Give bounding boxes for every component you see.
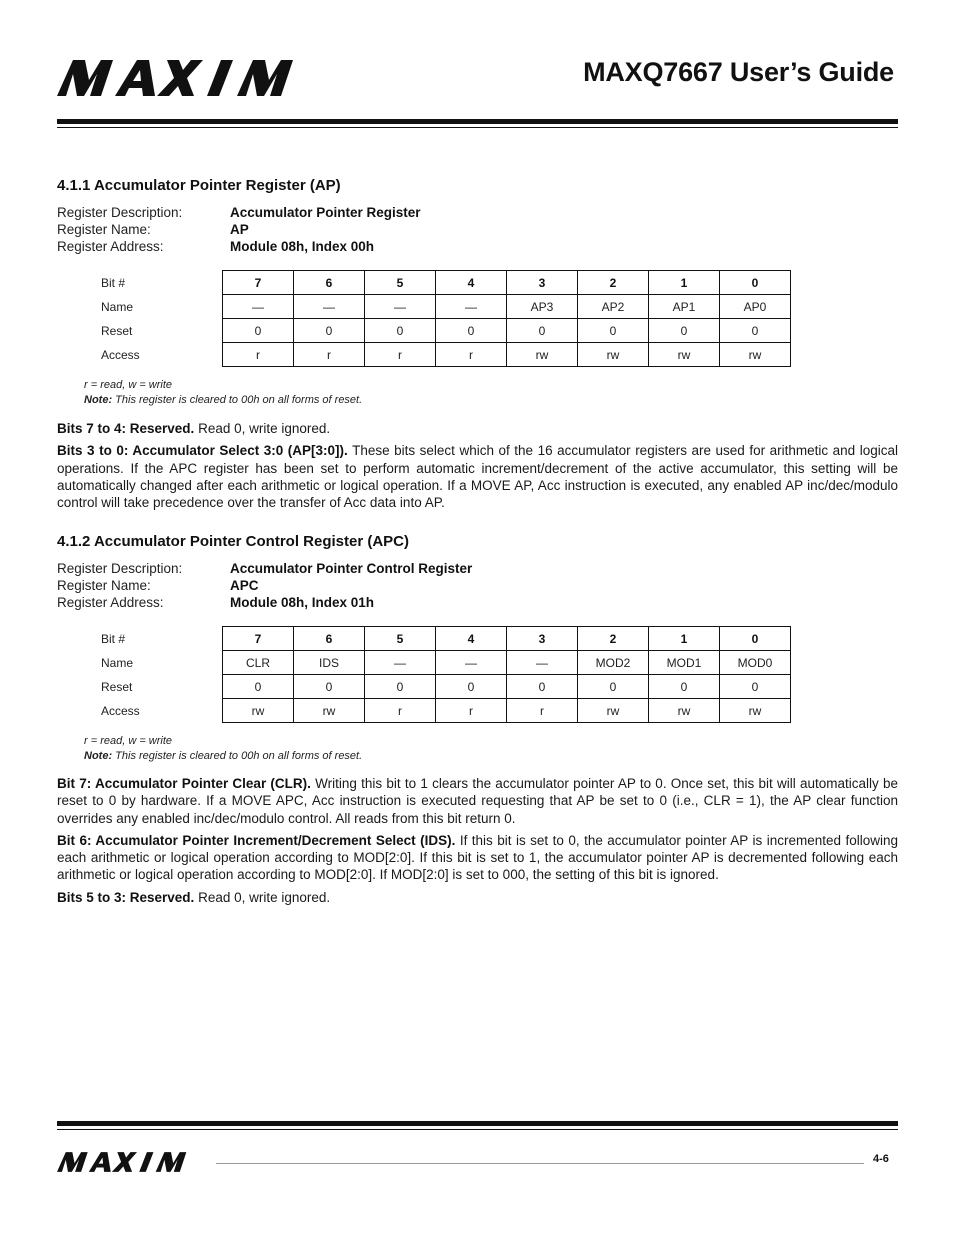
meta-value: APC — [230, 578, 259, 593]
table-cell: r — [223, 343, 294, 367]
table-cell: 2 — [578, 271, 649, 295]
note-line — [84, 393, 898, 408]
register-meta — [57, 204, 898, 255]
table-cell: rw — [649, 343, 720, 367]
table-cell: 4 — [436, 271, 507, 295]
table-cell: r — [294, 343, 365, 367]
table-cell: rw — [507, 343, 578, 367]
header-rule-thin — [57, 127, 898, 128]
bit-text: Read 0, write ignored. — [194, 421, 331, 436]
row-label: Bit # — [101, 631, 126, 646]
meta-label: Register Name: — [57, 222, 151, 237]
meta-row-name — [57, 577, 898, 594]
bit-text: If this bit is set to 0, the accumulator pointer AP is incremented following each arithmetic or logical operation according to MOD[2:0]. If this bit is set to 1, the accumulator pointer AP is decremented following each arithmetic or logical operation according to MOD[2:0]. If MOD[2:0] is set to 000, the setting of this bit is ignored. — [57, 832, 898, 883]
table-cell: 6 — [294, 271, 365, 295]
meta-value: Accumulator Pointer Register — [230, 205, 421, 220]
table-cell: rw — [578, 343, 649, 367]
table-cell: — — [223, 295, 294, 319]
bit-description — [57, 889, 898, 906]
table-cell: 5 — [365, 271, 436, 295]
table-cell: rw — [720, 343, 791, 367]
table-cell: — — [365, 651, 436, 675]
table-row — [80, 271, 791, 295]
table-cell: 0 — [223, 675, 294, 699]
table-cell: 0 — [436, 319, 507, 343]
note-text: This register is cleared to 00h on all forms of reset. — [115, 394, 363, 406]
table-cell: 0 — [720, 319, 791, 343]
table-cell: — — [365, 295, 436, 319]
row-label: Reset — [101, 679, 133, 694]
table-cell: 0 — [649, 319, 720, 343]
table-cell: 0 — [436, 675, 507, 699]
table-cell: 0 — [294, 675, 365, 699]
bit-description — [57, 420, 898, 437]
table-row — [80, 699, 791, 723]
table-cell: r — [436, 699, 507, 723]
table-cell: 0 — [223, 319, 294, 343]
section-apc — [57, 533, 898, 906]
table-cell: 0 — [649, 675, 720, 699]
bit-title: Bit 7: Accumulator Pointer Clear (CLR). — [57, 776, 311, 791]
footer-divider — [216, 1163, 864, 1164]
table-cell: rw — [649, 699, 720, 723]
table-cell: AP2 — [578, 295, 649, 319]
note-text: This register is cleared to 00h on all forms of reset. — [115, 750, 363, 762]
table-cell: MOD2 — [578, 651, 649, 675]
bit-text: Writing this bit to 1 clears the accumulator pointer AP to 0. Once set, this bit will automatically be reset to 0 by hardware. If a MOVE APC, Acc instruction is executed requesting that AP be set to 0 (i.e., CLR = 1), the AP clear function overrides any enabled inc/dec/modulo control. All reads from this bit return 0. — [57, 776, 898, 826]
section-heading: 4.1.2 Accumulator Pointer Control Register (APC) — [57, 533, 410, 550]
row-label: Bit # — [101, 275, 126, 290]
table-row — [80, 319, 791, 343]
table-cell: 0 — [365, 675, 436, 699]
bit-title: Bit 6: Accumulator Pointer Increment/Decrement Select (IDS). — [57, 832, 456, 848]
table-cell: 0 — [720, 271, 791, 295]
table-cell: AP1 — [649, 295, 720, 319]
table-cell: 6 — [294, 627, 365, 651]
header-rule — [57, 119, 898, 124]
table-cell: r — [436, 343, 507, 367]
meta-row-address — [57, 594, 898, 611]
maxim-logo — [57, 60, 327, 96]
legend-text: r = read, w = write — [84, 735, 173, 747]
meta-value: AP — [230, 222, 249, 237]
table-cell: AP0 — [720, 295, 791, 319]
document-title: MAXQ7667 User’s Guide — [583, 57, 894, 87]
legend-text: r = read, w = write — [84, 379, 173, 391]
table-cell: 1 — [649, 271, 720, 295]
note-label: Note: — [84, 394, 113, 406]
table-row — [80, 651, 791, 675]
table-cell: 1 — [649, 627, 720, 651]
table-cell: 3 — [507, 627, 578, 651]
table-cell: 0 — [720, 675, 791, 699]
meta-label: Register Description: — [57, 561, 183, 576]
table-cell: rw — [578, 699, 649, 723]
meta-label: Register Description: — [57, 205, 183, 220]
table-cell: rw — [223, 699, 294, 723]
table-cell: 0 — [578, 675, 649, 699]
table-cell: AP3 — [507, 295, 578, 319]
table-cell: — — [507, 651, 578, 675]
row-label: Name — [101, 299, 134, 314]
meta-value: Module 08h, Index 01h — [230, 595, 375, 610]
table-cell: — — [436, 295, 507, 319]
bit-title: Bits 7 to 4: Reserved. — [57, 421, 195, 436]
row-label: Access — [101, 703, 140, 718]
table-cell: MOD0 — [720, 651, 791, 675]
meta-row-description — [57, 560, 898, 577]
table-legend — [84, 378, 898, 408]
table-cell: CLR — [223, 651, 294, 675]
table-cell: MOD1 — [649, 651, 720, 675]
meta-row-description — [57, 204, 898, 221]
table-cell: r — [365, 343, 436, 367]
note-line — [84, 749, 898, 764]
page-number: 4-6 — [873, 1153, 889, 1165]
table-cell: 0 — [720, 627, 791, 651]
row-label: Reset — [101, 323, 133, 338]
meta-value: Module 08h, Index 00h — [230, 239, 375, 254]
section-ap — [57, 177, 898, 511]
table-cell: 4 — [436, 627, 507, 651]
table-row — [80, 343, 791, 367]
table-row — [80, 295, 791, 319]
table-row — [80, 675, 791, 699]
footer-rule-thin — [57, 1129, 898, 1130]
table-cell: rw — [720, 699, 791, 723]
bit-title: Bits 3 to 0: Accumulator Select 3:0 (AP[3:0]). — [57, 443, 348, 459]
bit-text: These bits select which of the 16 accumulator registers are used for arithmetic and logical operations. If the APC register has been set to perform automatic increment/decrement of the active accumulator, this setting will be automatically changed after each arithmetic or logical operation. If a MOVE AP, Acc instruction is executed, any enabled AP inc/dec/modulo control will take precedence over the transfer of Acc data into AP. — [57, 443, 898, 511]
bit-description — [57, 775, 898, 827]
table-cell: r — [507, 699, 578, 723]
table-cell: 2 — [578, 627, 649, 651]
table-row — [80, 627, 791, 651]
bit-description — [57, 832, 898, 884]
meta-label: Register Address: — [57, 239, 164, 254]
section-heading: 4.1.1 Accumulator Pointer Register (AP) — [57, 177, 341, 194]
register-table-apc — [80, 626, 791, 723]
table-cell: 0 — [578, 319, 649, 343]
description-block — [57, 420, 898, 511]
meta-value: Accumulator Pointer Control Register — [230, 561, 473, 576]
table-cell: IDS — [294, 651, 365, 675]
table-cell: 0 — [507, 675, 578, 699]
bit-description — [57, 442, 898, 511]
bit-text: Read 0, write ignored. — [194, 889, 331, 905]
note-label: Note: — [84, 750, 113, 762]
bit-title: Bits 5 to 3: Reserved. — [57, 889, 195, 905]
table-cell: 0 — [507, 319, 578, 343]
table-cell: — — [436, 651, 507, 675]
description-block — [57, 775, 898, 906]
table-cell: rw — [294, 699, 365, 723]
table-cell: 5 — [365, 627, 436, 651]
row-label: Name — [101, 655, 134, 670]
maxim-logo-footer — [57, 1152, 205, 1172]
table-legend — [84, 734, 898, 764]
meta-row-address — [57, 238, 898, 255]
table-cell: 0 — [365, 319, 436, 343]
table-cell: r — [365, 699, 436, 723]
footer-rule — [57, 1121, 898, 1126]
table-cell: — — [294, 295, 365, 319]
register-meta — [57, 560, 898, 611]
meta-label: Register Address: — [57, 595, 164, 610]
table-cell: 7 — [223, 271, 294, 295]
row-label: Access — [101, 347, 140, 362]
meta-label: Register Name: — [57, 578, 151, 593]
table-cell: 7 — [223, 627, 294, 651]
table-cell: 0 — [294, 319, 365, 343]
meta-row-name — [57, 221, 898, 238]
register-table-ap — [80, 270, 791, 367]
table-cell: 3 — [507, 271, 578, 295]
